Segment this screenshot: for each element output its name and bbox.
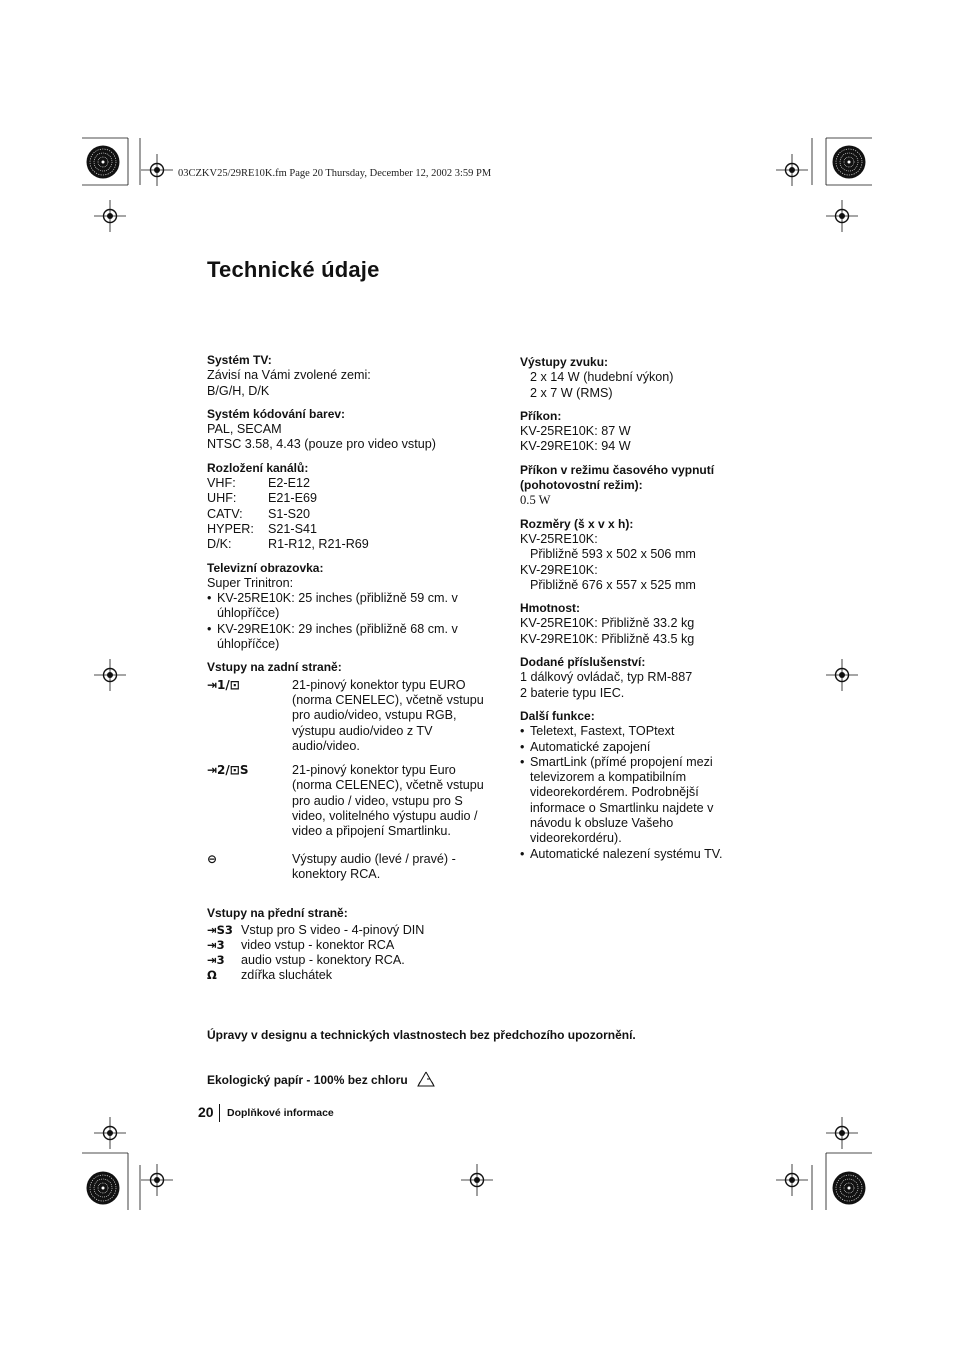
weight-heading: Hmotnost:: [520, 601, 580, 616]
channel-band: VHF:: [207, 476, 236, 491]
channel-band: D/K:: [207, 537, 232, 552]
power-line: KV-29RE10K: 94 W: [520, 439, 631, 454]
front-input-row: [207, 938, 497, 953]
standby-heading: (pohotovostní režim):: [520, 478, 643, 493]
headphones-icon: Ω: [207, 968, 217, 983]
section-power: [520, 409, 760, 455]
video-input-icon: ⇥3: [207, 937, 225, 952]
color-system-line: PAL, SECAM: [207, 422, 282, 437]
rear-connector-desc: Výstupy audio (levé / pravé) - konektory RCA.: [292, 851, 456, 881]
channel-range: E2-E12: [268, 476, 311, 491]
rear-connector-1: [207, 678, 497, 754]
page-title: Technické údaje: [207, 257, 380, 282]
s-video-icon: ⇥S3: [207, 922, 233, 937]
footer-section-title: Doplňkové informace: [227, 1107, 334, 1119]
system-tv-line: B/G/H, D/K: [207, 383, 270, 398]
list-item-text: SmartLink (přímé propojení mezi televizorem a kompatibilním videorekordérem. Podrobnější informace o Smartlinku najdete v návodu k obsluze Vašeho videorekordéru).: [530, 754, 714, 846]
bullet-icon: •: [520, 846, 525, 861]
scart-1-icon: ⇥1/⊡: [207, 677, 240, 692]
bullet-icon: •: [207, 621, 212, 636]
front-input-desc: zdířka sluchátek: [241, 968, 332, 983]
section-accessories: [520, 655, 760, 701]
dimensions-heading: Rozměry (š x v x h):: [520, 516, 634, 531]
weight-line: KV-29RE10K: Přibližně 43.5 kg: [520, 631, 695, 646]
channel-band: CATV:: [207, 506, 243, 521]
channel-range: S1-S20: [268, 506, 311, 521]
bullet-icon: •: [207, 591, 212, 606]
power-heading: Příkon:: [520, 408, 562, 423]
eco-paper-note: [207, 1070, 436, 1090]
list-item-text: KV-29RE10K: 29 inches (přibližně 68 cm. v úhlopříčce): [217, 621, 458, 652]
channel-range: S21-S41: [268, 521, 318, 536]
audio-input-icon: ⇥3: [207, 953, 225, 968]
recycle-icon: [416, 1070, 436, 1090]
scart-2-icon: ⇥2/⊡S: [207, 763, 249, 778]
channel-range: R1-R12, R21-R69: [268, 537, 369, 552]
channel-row: [207, 491, 497, 506]
system-tv-heading: Systém TV:: [207, 353, 272, 367]
design-notice: Úpravy v designu a technických vlastnostech bez předchozího upozornění.: [207, 1028, 636, 1042]
list-item-text: KV-25RE10K: 25 inches (přibližně 59 cm. v úhlopříčce): [217, 591, 458, 621]
list-item-text: Automatické nalezení systému TV.: [530, 846, 723, 861]
front-input-row: [207, 968, 497, 983]
bullet-icon: •: [520, 754, 525, 769]
section-standby: [520, 463, 760, 509]
section-color-system: [207, 407, 497, 453]
page-number: 20: [198, 1104, 214, 1120]
color-system-line: NTSC 3.58, 4.43 (pouze pro video vstup): [207, 437, 436, 452]
front-input-desc: audio vstup - konektory RCA.: [241, 953, 405, 968]
rear-connector-desc: 21-pinový konektor typu Euro (norma CELENEC), včetně vstupu pro audio / video, vstupu pro S video, volitelného výstupu audio / video a připojení Smartlinku.: [292, 763, 484, 839]
front-input-row: [207, 923, 497, 938]
list-item: [207, 622, 497, 653]
left-column: [207, 353, 497, 992]
list-item: [520, 847, 760, 862]
accessories-heading: Dodané příslušenství:: [520, 655, 646, 670]
front-input-desc: video vstup - konektor RCA: [241, 937, 395, 952]
file-info-header: 03CZKV25/29RE10K.fm Page 20 Thursday, December 12, 2002 3:59 PM: [178, 168, 492, 179]
rear-inputs-heading: Vstupy na zadní straně:: [207, 660, 342, 675]
section-screen: [207, 561, 497, 653]
rear-connector-audio: [207, 852, 497, 883]
rear-connector-desc: 21-pinový konektor typu EURO (norma CENELEC), včetně vstupu pro audio/video, vstupu RGB, výstupu audio/video z TV audio/video.: [292, 677, 484, 753]
list-item: [520, 724, 760, 739]
accessories-line: 1 dálkový ovládač, typ RM-887: [520, 670, 693, 685]
bullet-icon: •: [520, 739, 525, 754]
bullet-icon: •: [520, 724, 525, 739]
system-tv-line: Závisí na Vámi zvolené zemi:: [207, 368, 371, 383]
front-input-desc: Vstup pro S video - 4-pinový DIN: [241, 922, 425, 937]
rear-connector-2: [207, 763, 497, 839]
section-weight: [520, 601, 760, 647]
screen-intro: Super Trinitron:: [207, 575, 294, 590]
list-item: [520, 755, 760, 847]
channel-band: HYPER:: [207, 521, 254, 536]
section-rear-inputs: [207, 660, 497, 882]
section-features: [520, 709, 760, 862]
list-item: [207, 591, 497, 622]
channel-row: [207, 522, 497, 537]
color-system-heading: Systém kódování barev:: [207, 406, 346, 421]
list-item: [520, 740, 760, 755]
section-front-inputs: [207, 906, 497, 983]
list-item-text: Automatické zapojení: [530, 739, 651, 754]
sound-output-line: 2 x 14 W (hudební výkon): [530, 370, 674, 385]
section-sound-output: [520, 355, 760, 401]
front-inputs-heading: Vstupy na přední straně:: [207, 906, 348, 921]
section-system-tv: [207, 353, 497, 399]
channel-range: E21-E69: [268, 491, 318, 506]
channel-row: [207, 507, 497, 522]
channel-row: [207, 476, 497, 491]
sound-output-line: 2 x 7 W (RMS): [530, 385, 613, 400]
standby-heading: Příkon v režimu časového vypnutí: [520, 462, 715, 477]
section-dimensions: [520, 517, 760, 593]
front-input-row: [207, 953, 497, 968]
sound-output-heading: Výstupy zvuku:: [520, 355, 609, 369]
right-column: [520, 355, 760, 870]
dimensions-value: Přibližně 676 x 557 x 525 mm: [530, 577, 696, 592]
weight-line: KV-25RE10K: Přibližně 33.2 kg: [520, 616, 695, 631]
accessories-line: 2 baterie typu IEC.: [520, 685, 625, 700]
standby-value: 0.5 W: [520, 493, 551, 508]
features-heading: Další funkce:: [520, 708, 595, 723]
channel-band: UHF:: [207, 491, 237, 506]
power-line: KV-25RE10K: 87 W: [520, 424, 631, 439]
dimensions-model: KV-29RE10K:: [520, 562, 598, 577]
eco-paper-text: Ekologický papír - 100% bez chloru: [207, 1073, 408, 1087]
list-item-text: Teletext, Fastext, TOPtext: [530, 724, 675, 739]
section-channels: [207, 461, 497, 553]
dimensions-model: KV-25RE10K:: [520, 531, 598, 546]
screen-heading: Televizní obrazovka:: [207, 560, 324, 575]
dimensions-value: Přibližně 593 x 502 x 506 mm: [530, 547, 696, 562]
channel-row: [207, 537, 497, 552]
audio-out-icon: ⊖: [207, 851, 218, 866]
footer-divider: [219, 1104, 220, 1122]
channels-heading: Rozložení kanálů:: [207, 460, 309, 475]
